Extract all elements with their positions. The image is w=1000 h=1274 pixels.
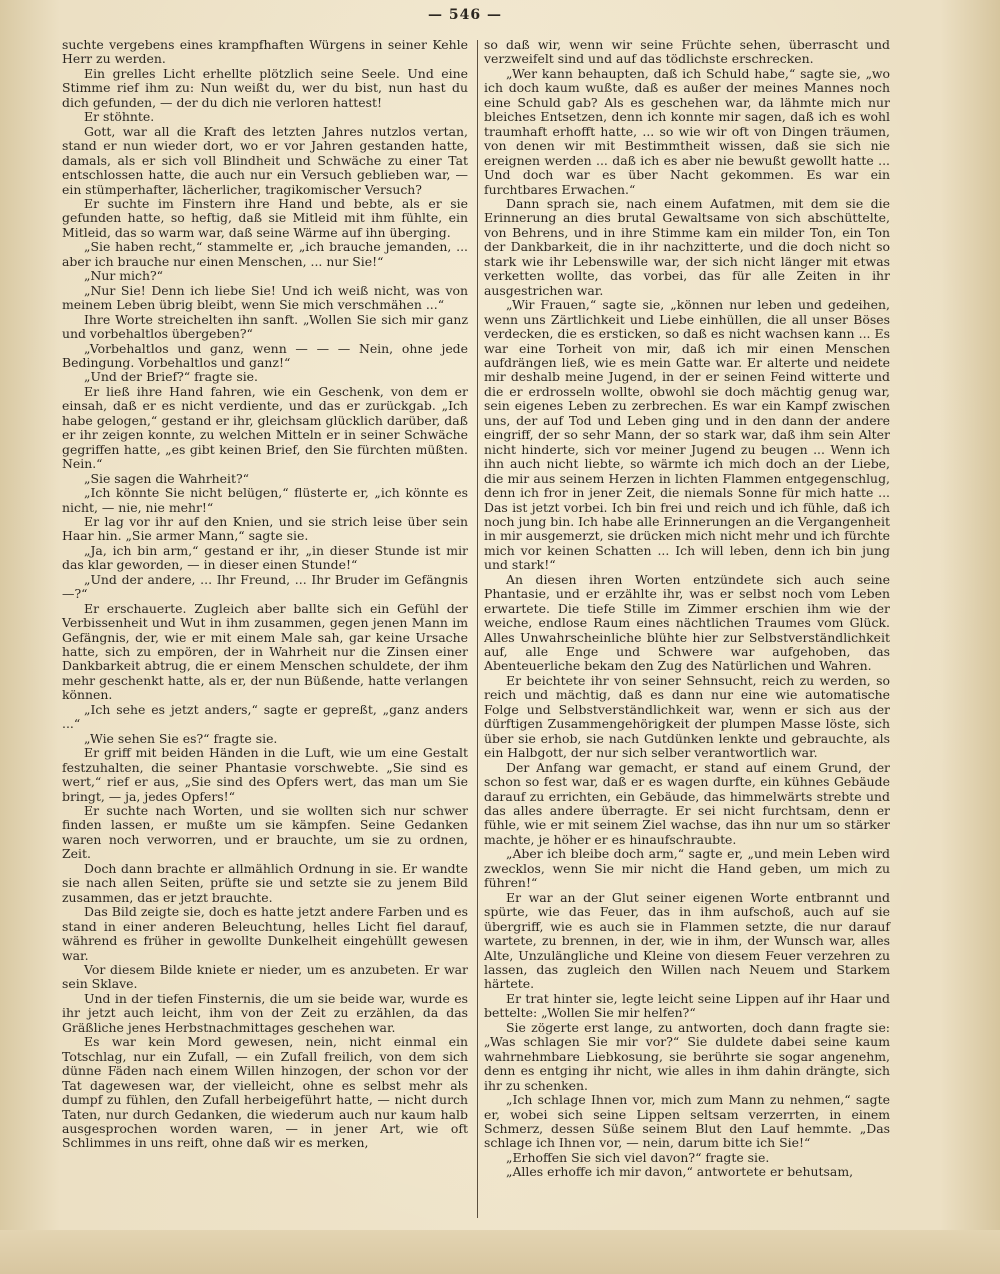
paragraph: Es war kein Mord gewesen, nein, nicht einmal ein Totschlag, nur ein Zufall, — ein Zufall freilich, von dem sich dünne Fäden nach einem Willen hinzogen, der schon vor der Tat dagewesen war, der vielleicht, ohne es selbst mehr als dumpf zu fühlen, den Zufall herbeigeführt hatte, — nicht durch Taten, nur durch Gedanken, die wiederum auch nur kaum halb ausgesprochen worden waren, — in jener Art, wie oft Schlimmes in uns reift, ohne daß wir es merken, [62, 1034, 468, 1151]
paragraph: „Ich schlage Ihnen vor, mich zum Mann zu nehmen,“ sagte er, wobei sich seine Lippen seltsam verzerrten, in einem Schmerz, dessen Süße seinem Blut den Lauf hemmte. „Das schlage ich Ihnen vor, — nein, darum bitte ich Sie!“ [484, 1092, 890, 1151]
paragraph: Das Bild zeigte sie, doch es hatte jetzt andere Farben und es stand in einer anderen Beleuchtung, helles Licht fiel darauf, während es früher in gewollte Dunkelheit eingehüllt gewesen war. [62, 904, 468, 963]
paragraph: „Aber ich bleibe doch arm,“ sagte er, „und mein Leben wird zwecklos, wenn Sie mir nicht die Hand geben, um mich zu führen!“ [484, 846, 890, 891]
column-divider [477, 40, 478, 1218]
paragraph: Er war an der Glut seiner eigenen Worte entbrannt und spürte, wie das Feuer, das in ihm aufschoß, auch auf sie übergriff, wie es auch sie in Flammen setzte, die nur darauf wartete, zu brennen, in der, wie in ihm, der Wunsch war, alles Alte, Unzulängliche und Kleine von diesem Feuer verzehren zu lassen, das zugleich den Willen nach Neuem und Starkem härtete. [484, 889, 890, 992]
paragraph: Er trat hinter sie, legte leicht seine Lippen auf ihr Haar und bettelte: „Wollen Sie mir helfen?“ [484, 990, 890, 1021]
paragraph: „Nur Sie! Denn ich liebe Sie! Und ich weiß nicht, was von meinem Leben übrig bleibt, wenn Sie mich verschmähen ...“ [62, 282, 468, 313]
paragraph: „Wie sehen Sie es?“ fragte sie. [84, 730, 278, 746]
paragraph: An diesen ihren Worten entzündete sich auch seine Phantasie, und er erzählte ihr, was er selbst noch vom Leben erwartete. Die tiefe Stille im Zimmer erschien ihm wie der weiche, endlose Raum eines nächtlichen Traumes vom Glück. Alles Unwahrscheinliche blühte hier zur Selbstverständlichkeit auf, alle Enge und Schwere war aufgehoben, das Abenteuerliche bekam den Zug des Natürlichen und Wahren. [484, 571, 890, 674]
paragraph: Der Anfang war gemacht, er stand auf einem Grund, der schon so fest war, daß er es wagen durfte, ein kühnes Gebäude darauf zu errichten, ein Gebäude, das himmelwärts strebte und das alles andere überragte. Er sei nicht furchtsam, denn er fühle, wie er mit seinem Ziel wachse, das ihn nur um so stärker machte, je höher er es hinaufschraubte. [484, 759, 890, 847]
paragraph: „Und der Brief?“ fragte sie. [84, 369, 258, 385]
paragraph: Er lag vor ihr auf den Knien, und sie strich leise über sein Haar hin. „Sie armer Mann,“ sagte sie. [62, 513, 468, 544]
paragraph: so daß wir, wenn wir seine Früchte sehen, überrascht und verzweifelt sind und auf das tödlichste erschrecken. [484, 37, 890, 67]
right-column [484, 38, 890, 1180]
paragraph: „Nur mich?“ [84, 268, 164, 284]
left-column [62, 38, 468, 1151]
paragraph: „Ich sehe es jetzt anders,“ sagte er gepreßt, „ganz anders ...“ [62, 701, 468, 732]
paragraph: Vor diesem Bilde kniete er nieder, um es anzubeten. Er war sein Sklave. [62, 962, 468, 992]
paragraph: „Ja, ich bin arm,“ gestand er ihr, „in dieser Stunde ist mir das klar geworden, — in dieser einen Stunde!“ [62, 542, 468, 573]
paragraph: Ein grelles Licht erhellte plötzlich seine Seele. Und eine Stimme rief ihm zu: Nun weißt du, wer du bist, nun hast du dich gefunden, — der du dich nie verloren hattest! [62, 65, 468, 110]
paragraph: Er stöhnte. [84, 109, 155, 125]
paragraph: Er griff mit beiden Händen in die Luft, wie um eine Gestalt festzuhalten, die seiner Phantasie vorschwebte. „Sie sind es wert,“ rief er aus, „Sie sind des Opfers wert, das man um Sie bringt, — ja, jedes Opfers!“ [62, 745, 468, 804]
paragraph: „Und der andere, ... Ihr Freund, ... Ihr Bruder im Gefängnis —?“ [62, 571, 468, 602]
paragraph: Er ließ ihre Hand fahren, wie ein Geschenk, von dem er einsah, daß er es nicht verdiente, und das er zurückgab. „Ich habe gelogen,“ gestand er ihr, gleichsam glücklich darüber, daß er ihr zeigen konnte, zu welchen Mitteln er in seiner Schwäche gegriffen hatte, „es gibt keinen Brief, den Sie fürchten müßten. Nein.“ [62, 383, 468, 472]
paragraph: suchte vergebens eines krampfhaften Würgens in seiner Kehle Herr zu werden. [62, 37, 468, 67]
paragraph: „Vorbehaltlos und ganz, wenn — — — Nein, ohne jede Bedingung. Vorbehaltlos und ganz!“ [62, 340, 468, 370]
paragraph: Dann sprach sie, nach einem Aufatmen, mit dem sie die Erinnerung an dies brutal Gewaltsame von sich abschüttelte, von Behrens, und in ihre Stimme kam ein milder Ton, ein Ton der Dankbarkeit, die in ihr nachzitterte, und die doch nicht so stark wie ihr Lebenswille war, der sich nicht länger mit etwas verketten wollte, das vorbei, das für alle Zeiten in ihr ausgestrichen war. [484, 195, 890, 298]
paragraph: „Ich könnte Sie nicht belügen,“ flüsterte er, „ich könnte es nicht, — nie, nie mehr!“ [62, 485, 468, 515]
paragraph: Er suchte im Finstern ihre Hand und bebte, als er sie gefunden hatte, so heftig, daß sie Mitleid mit ihm fühlte, ein Mitleid, das so warm war, daß seine Wärme auf ihn überging. [62, 195, 468, 240]
page-bottom-margin [0, 1230, 1000, 1274]
paragraph: Sie zögerte erst lange, zu antworten, doch dann fragte sie: „Was schlagen Sie mir vor?“ Sie duldete dabei seine kaum wahrnehmbare Liebkosung, sie berührte sie sogar angenehm, denn es entging ihr nicht, wie alles in ihm dahin drängte, sich ihr zu schenken. [484, 1019, 890, 1093]
paragraph: Er beichtete ihr von seiner Sehnsucht, reich zu werden, so reich und mächtig, daß es dann nur eine wie automatische Folge und Selbstverständlichkeit war, wenn er sich aus der dürftigen Zusammengehörigkeit der plumpen Masse löste, sich über sie erhob, sie nach Gutdünken lenkte und gebrauchte, als ein Halbgott, der nur sich selber verantwortlich war. [484, 672, 890, 761]
paragraph: „Wir Frauen,“ sagte sie, „können nur leben und gedeihen, wenn uns Zärtlichkeit und Liebe einhüllen, die all unser Böses verdecken, die es ersticken, so daß es nicht wachsen kann ... Es war eine Torheit von mir, daß ich mir einen Menschen aufdrängen ließ, wie es mein Gatte war. Er alterte und neidete mir deshalb meine Jugend, in der er seinen Feind witterte und die er erdrosseln wollte, obwohl sie doch mächtig genug war, sein eigenes Leben zu zerbrechen. Es war ein Kampf zwischen uns, der auf Tod und Leben ging und in den dann der andere eingriff, der so sehr Mann, der so stark war, daß ihm sein Alter nicht hinderte, sich vor meiner Jugend zu beugen ... Wenn ich ihn auch nicht liebte, so wärmte ich mich doch an der Liebe, die mir aus seinem Herzen in lichten Flammen entgegenschlug, denn ich fror in jener Zeit, die niemals Sonne für mich hatte ... Das ist jetzt vorbei. Ich bin frei und reich und ich fühle, daß ich noch jung bin. Ich habe alle Erinnerungen an die Vergangenheit in mir ausgemerzt, sie drücken mich nicht mehr und ich fürchte mich vor keinen Schatten ... Ich will leben, denn ich bin jung und stark!“ [484, 297, 890, 573]
paragraph: Ihre Worte streichelten ihn sanft. „Wollen Sie sich mir ganz und vorbehaltlos übergeben?“ [62, 311, 468, 342]
paragraph: Und in der tiefen Finsternis, die um sie beide war, wurde es ihr jetzt auch leicht, ihm von der Zeit zu erzählen, da das Gräßliche jenes Herbstnachmittages geschehen war. [62, 990, 468, 1035]
paragraph: Er suchte nach Worten, und sie wollten sich nur schwer finden lassen, er mußte um sie kämpfen. Seine Gedanken waren noch verworren, und er brauchte, um sie zu ordnen, Zeit. [62, 803, 468, 862]
paragraph: „Sie sagen die Wahrheit?“ [84, 470, 250, 486]
paragraph: Doch dann brachte er allmählich Ordnung in sie. Er wandte sie nach allen Seiten, prüfte sie und setzte sie zu jenem Bild zusammen, das er jetzt brauchte. [62, 860, 468, 905]
paragraph: „Alles erhoffe ich mir davon,“ antwortete er behutsam, [506, 1164, 854, 1180]
page-number: — 546 — [428, 7, 502, 23]
paragraph: „Wer kann behaupten, daß ich Schuld habe,“ sagte sie, „wo ich doch kaum wußte, daß es außer der meines Mannes noch eine Schuld gab? Als es geschehen war, da lähmte mich nur bleiches Entsetzen, denn ich konnte mir sagen, daß ich es wohl traumhaft erhofft hatte, ... so wie wir oft von Dingen träumen, von denen wir mit Bestimmtheit wissen, daß sie sich nie ereignen werden ... daß ich es aber nie bewußt gewollt hatte ... Und doch war es über Nacht gekommen. Es war ein furchtbares Erwachen.“ [484, 65, 890, 197]
paragraph: „Sie haben recht,“ stammelte er, „ich brauche jemanden, ... aber ich brauche nur einen Menschen, ... nur Sie!“ [62, 239, 468, 269]
paragraph: Er erschauerte. Zugleich aber ballte sich ein Gefühl der Verbissenheit und Wut in ihm zusammen, gegen jenen Mann im Gefängnis, der, wie er mit einem Male sah, gar keine Ursache hatte, sich zu empören, der in Wahrheit nur die Zinsen einer Dankbarkeit abtrug, die er einem Menschen schuldete, der ihm mehr geschenkt hatte, als er, der nun Büßende, hatte verlangen können. [62, 600, 468, 703]
paragraph: Gott, war all die Kraft des letzten Jahres nutzlos vertan, stand er nun wieder dort, wo er vor Jahren gestanden hatte, damals, als er sich voll Blindheit und Schwäche zu einer Tat entschlossen hatte, die auch nur ein Versuch geblieben war, — ein stümperhafter, lächerlicher, tragikomischer Versuch? [62, 123, 468, 197]
paragraph: „Erhoffen Sie sich viel davon?“ fragte sie. [506, 1149, 770, 1165]
